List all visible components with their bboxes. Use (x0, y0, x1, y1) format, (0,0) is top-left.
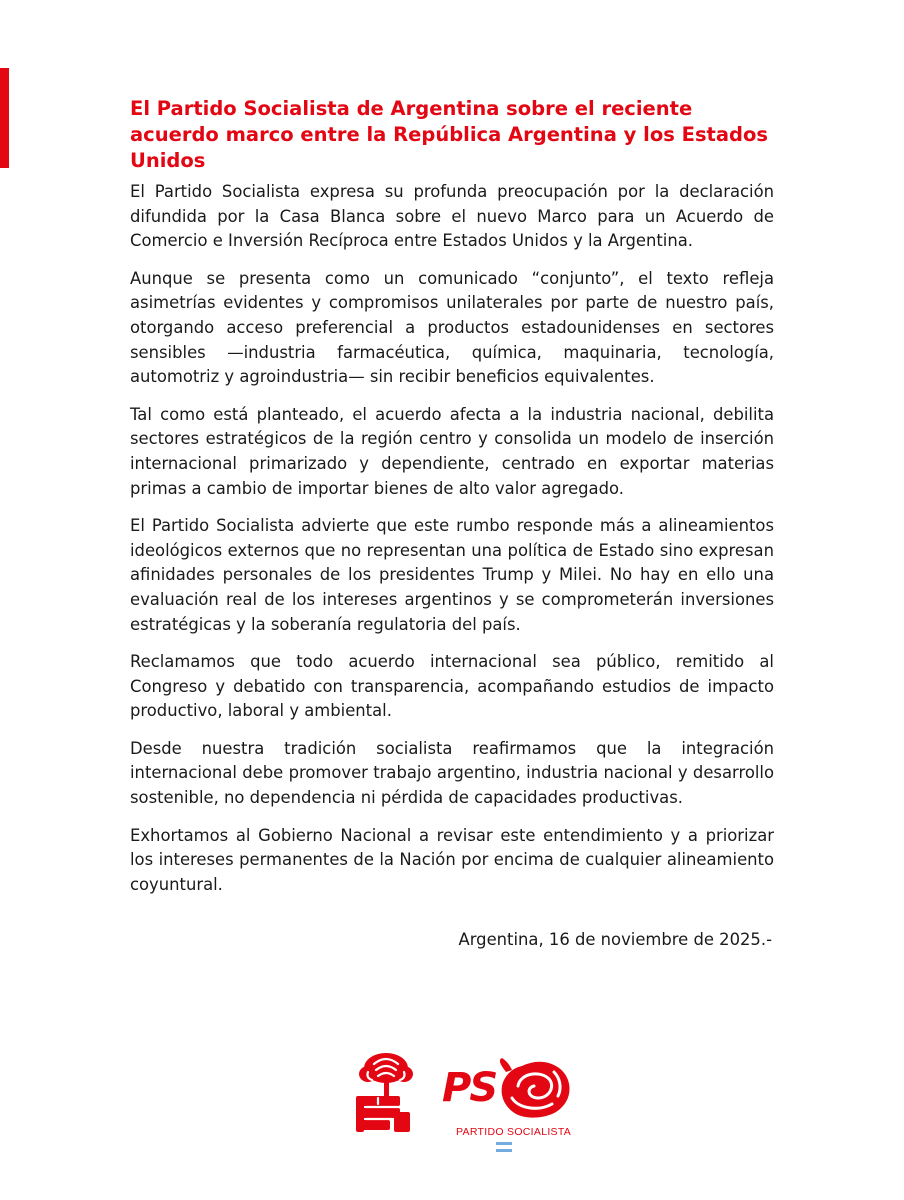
ps-letters: PS (442, 1065, 497, 1111)
ps-logo (442, 1058, 577, 1160)
rose-fist-logo-icon (354, 1052, 414, 1136)
paragraph: Aunque se presenta como un comunicado “conjunto”, el texto refleja asimetrías evidentes y compromisos unilaterales por parte de nuestro país, otorgando acceso preferencial a productos estadounidenses en sectores sensibles —industria farmacéutica, química, maquinaria, tecnología, automotriz y agroindustria— sin recibir beneficios equivalentes. (130, 268, 774, 387)
paragraph: El Partido Socialista advierte que este rumbo responde más a alineamientos ideológicos externos que no representan una política de Estado sino expresan afinidades personales de los presidentes Trump y Milei. No hay en ello una evaluación real de los intereses argentinos y se comprometerán inversiones estratégicas y la soberanía regulatoria del país. (130, 516, 774, 634)
paragraph: Tal como está planteado, el acuerdo afecta a la industria nacional, debilita sectores estratégicos de la región centro y consolida un modelo de inserción internacional primarizado y dependiente, centrado en exportar materias primas a cambio de importar bienes de alto valor agregado. (130, 404, 774, 498)
ps-caption: PARTIDO SOCIALISTA (456, 1126, 572, 1138)
document-title: El Partido Socialista de Argentina sobre el reciente acuerdo marco entre la República Argentina y los Estados Unidos (130, 97, 768, 172)
red-accent-bar (0, 68, 9, 168)
dateline: Argentina, 16 de noviembre de 2025.- (458, 930, 772, 949)
argentina-flag-icon (496, 1142, 512, 1152)
document-body (130, 180, 774, 910)
red-rose-icon (498, 1058, 572, 1120)
paragraph: Exhortamos al Gobierno Nacional a revisar este entendimiento y a priorizar los intereses permanentes de la Nación por encima de cualquier alineamiento coyuntural. (130, 825, 774, 894)
paragraph: El Partido Socialista expresa su profunda preocupación por la declaración difundida por la Casa Blanca sobre el nuevo Marco para un Acuerdo de Comercio e Inversión Recíproca entre Estados Unidos y la Argentina. (130, 182, 774, 251)
paragraph: Desde nuestra tradición socialista reafirmamos que la integración internacional debe promover trabajo argentino, industria nacional y desarrollo sostenible, no dependencia ni pérdida de capacidades productivas. (130, 738, 774, 808)
paragraph: Reclamamos que todo acuerdo internacional sea público, remitido al Congreso y debatido con transparencia, acompañando estudios de impacto productivo, laboral y ambiental. (130, 652, 774, 721)
